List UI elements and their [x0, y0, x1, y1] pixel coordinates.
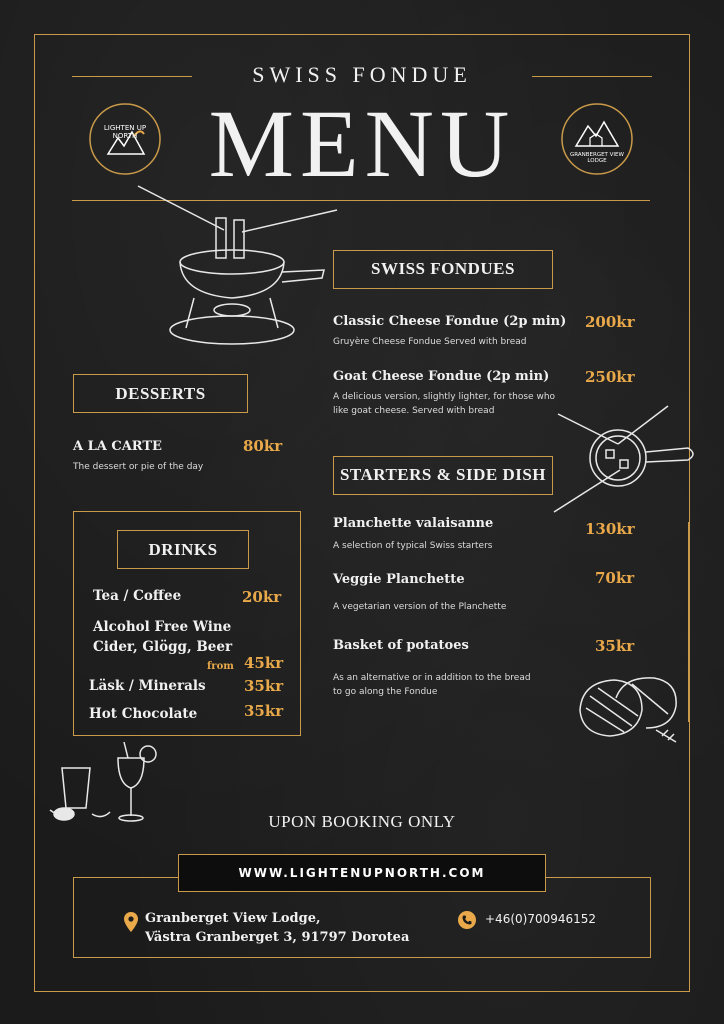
starter-item-name: Basket of potatoes	[333, 638, 469, 653]
menu-title: MENU	[208, 90, 516, 197]
starter-item-price: 35kr	[595, 637, 635, 655]
address-line1: Granberget View Lodge,	[145, 911, 321, 926]
fondue-pot-illustration	[132, 182, 342, 352]
drink-item-name: Hot Chocolate	[89, 706, 198, 722]
starter-item-name: Veggie Planchette	[333, 572, 465, 587]
header-rule-left	[72, 76, 192, 77]
drink-item-price: 20kr	[242, 588, 282, 606]
drink-item-price: 35kr	[244, 702, 284, 720]
phone-number[interactable]: +46(0)700946152	[485, 912, 597, 926]
drink-item-name: Läsk / Minerals	[89, 678, 206, 694]
fondue-item-desc: Gruyère Cheese Fondue Served with bread	[333, 337, 527, 347]
fondue-bowl-illustration	[548, 400, 704, 520]
starter-item-price: 70kr	[595, 569, 635, 587]
booking-note: UPON BOOKING ONLY	[268, 812, 456, 831]
starter-item-price: 130kr	[585, 520, 635, 538]
logo-right-text: GRANBERGET VIEW LODGE	[570, 152, 624, 164]
starter-item-desc: A vegetarian version of the Planchette	[333, 602, 507, 612]
address-line2: Västra Granberget 3, 91797 Dorotea	[145, 930, 410, 945]
fondue-item-price: 200kr	[585, 313, 635, 331]
fondue-item-price: 250kr	[585, 368, 635, 386]
drink-item-price: 35kr	[244, 677, 284, 695]
desserts-label: DESSERTS	[115, 384, 206, 403]
starter-item-desc: As an alternative or in addition to the bread to go along the Fondue	[333, 673, 531, 697]
website-banner[interactable]	[178, 854, 546, 892]
fondues-label: SWISS FONDUES	[371, 259, 515, 278]
drink-item-price: 45kr	[244, 654, 284, 672]
starters-label: STARTERS & SIDE DISH	[339, 465, 547, 484]
dessert-item-name: A LA CARTE	[73, 439, 162, 454]
header-rule-right	[532, 76, 652, 77]
fondue-item-name: Classic Cheese Fondue (2p min)	[333, 314, 567, 329]
meat-illustration	[572, 670, 688, 752]
starter-item-desc: A selection of typical Swiss starters	[333, 541, 493, 551]
drink-item-name: Tea / Coffee	[93, 588, 182, 604]
starters-right-rule	[688, 522, 689, 722]
logo-granberget	[560, 102, 634, 176]
logo-left-text: LIGHTEN UP NORTH	[103, 124, 147, 141]
fondue-item-name: Goat Cheese Fondue (2p min)	[333, 369, 550, 384]
fondue-item-desc: A delicious version, slightly lighter, for those who like goat cheese. Served with bread	[333, 392, 556, 416]
logo-lighten-up-north	[88, 102, 162, 176]
drink-item-name: Alcohol Free Wine	[93, 619, 232, 635]
dessert-item-price: 80kr	[243, 437, 283, 455]
drink-item-name-line2: Cider, Glögg, Beer	[93, 639, 233, 655]
website-link[interactable]: WWW.LIGHTENUPNORTH.COM	[238, 866, 486, 880]
menu-subtitle: SWISS FONDUE	[252, 62, 472, 87]
drinks-illustration	[44, 738, 164, 830]
starter-item-name: Planchette valaisanne	[333, 516, 494, 531]
dessert-item-desc: The dessert or pie of the day	[73, 462, 204, 472]
phone-icon	[458, 911, 476, 929]
drinks-label: DRINKS	[148, 540, 218, 559]
drink-from-label: from	[207, 661, 234, 672]
map-pin-icon	[124, 912, 138, 932]
